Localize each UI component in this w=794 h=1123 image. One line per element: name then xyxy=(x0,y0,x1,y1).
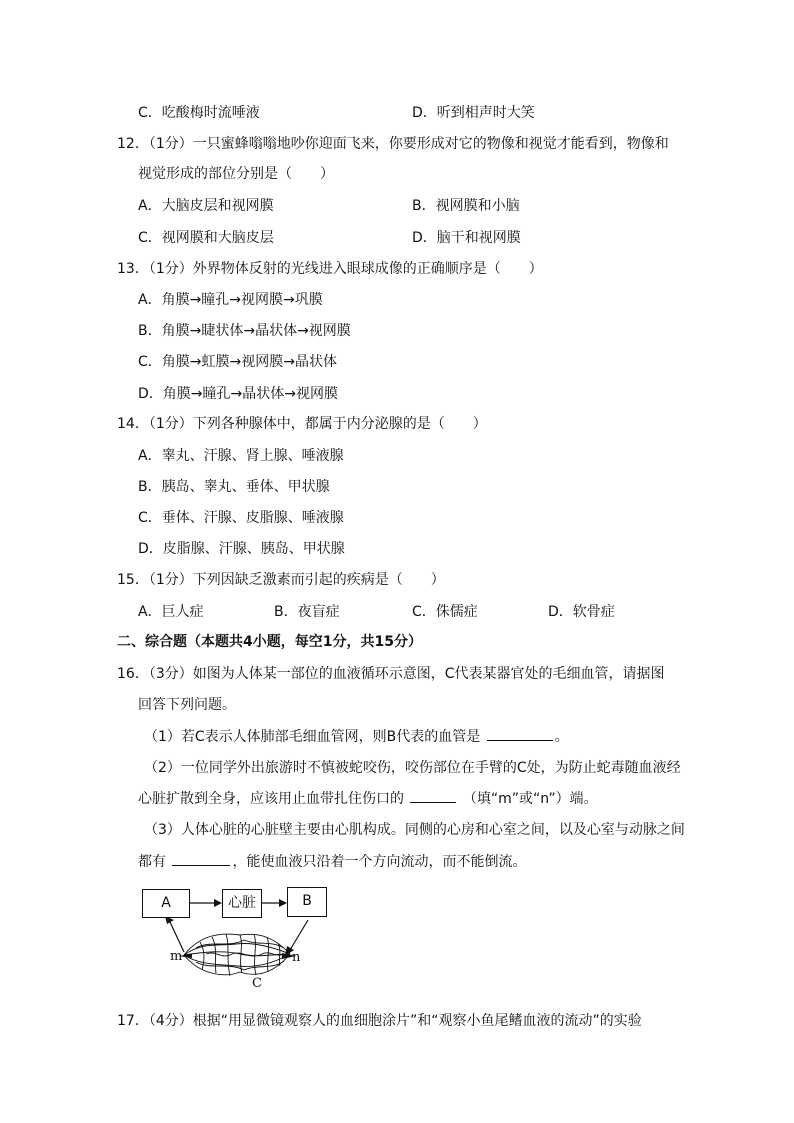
q15-stem: 15．（1分）下列因缺乏激素而引起的疾病是（ ） xyxy=(117,572,445,588)
q12-stem-line1: 12．（1分）一只蜜蜂嗡嗡地吵你迎面飞来，你要形成对它的物像和视觉才能看到，物像和 xyxy=(117,136,669,152)
section-heading: 二、综合题（本题共4小题，每空1分，共15分） xyxy=(117,634,422,650)
q13-stem: 13．（1分）外界物体反射的光线进入眼球成像的正确顺序是（ ） xyxy=(117,261,543,277)
q13-option-c: C．角膜→虹膜→视网膜→晶状体 xyxy=(138,354,337,370)
q13-option-d: D．角膜→瞳孔→晶状体→视网膜 xyxy=(138,386,338,402)
q12-option-b: B．视网膜和小脑 xyxy=(412,198,520,214)
vessel-a-box: A xyxy=(142,889,190,918)
answer-blank-2[interactable] xyxy=(410,790,456,803)
q16-sub2-end: （填“m”或“n”）端。 xyxy=(462,791,598,807)
q12-option-d: D．脑干和视网膜 xyxy=(412,230,521,246)
q11-option-c: C．吃酸梅时流唾液 xyxy=(138,105,260,121)
q11-option-d: D．听到相声时大笑 xyxy=(412,105,535,121)
q15-option-a: A．巨人症 xyxy=(138,604,204,620)
q12-option-a: A．大脑皮层和视网膜 xyxy=(138,198,274,214)
q16-sub3-text: 都有 xyxy=(138,854,166,870)
q16-sub1-end: 。 xyxy=(554,729,569,745)
q16-sub3-end: ，能使血液只沿着一个方向流动，而不能倒流。 xyxy=(232,854,527,870)
q12-stem-line2: 视觉形成的部位分别是（ ） xyxy=(138,166,334,182)
q16-sub2-line1: （2）一位同学外出旅游时不慎被蛇咬伤，咬伤部位在手臂的C处，为防止蛇毒随血液经 xyxy=(144,760,681,776)
q16-sub3-line2 xyxy=(138,853,526,871)
q16-stem-line1: 16．（3分）如图为人体某一部位的血液循环示意图，C代表某器官处的毛细血管，请据图 xyxy=(117,666,665,682)
q14-stem: 14．（1分）下列各种腺体中，都属于内分泌腺的是（ ） xyxy=(117,416,487,432)
q16-sub1-text: （1）若C表示人体肺部毛细血管网，则B代表的血管是 xyxy=(144,729,481,745)
answer-blank-1[interactable] xyxy=(487,728,553,741)
q14-option-d: D．皮脂腺、汗腺、胰岛、甲状腺 xyxy=(138,541,345,557)
q16-sub2-line2 xyxy=(138,790,598,808)
circulation-diagram xyxy=(140,880,340,995)
q13-option-b: B．角膜→睫状体→晶状体→视网膜 xyxy=(138,323,351,339)
q15-option-d: D．软骨症 xyxy=(548,604,615,620)
q16-sub3-line1: （3）人体心脏的心脏壁主要由心肌构成。同侧的心房和心室之间，以及心室与动脉之间 xyxy=(144,822,685,838)
label-n: n xyxy=(292,950,301,965)
q15-option-c: C．侏儒症 xyxy=(412,604,478,620)
q14-option-b: B．胰岛、睾丸、垂体、甲状腺 xyxy=(138,479,330,495)
heart-box: 心脏 xyxy=(222,889,262,918)
q16-sub2-text: 心脏扩散到全身，应该用止血带扎住伤口的 xyxy=(138,791,404,807)
label-m: m xyxy=(170,949,183,964)
q16-sub1 xyxy=(144,728,569,746)
vessel-b-box: B xyxy=(287,887,327,917)
q16-stem-line2: 回答下列问题。 xyxy=(138,697,236,713)
answer-blank-3[interactable] xyxy=(172,853,230,866)
q13-option-a: A．角膜→瞳孔→视网膜→巩膜 xyxy=(138,292,323,308)
label-c: C xyxy=(252,976,262,991)
q15-option-b: B．夜盲症 xyxy=(274,604,340,620)
q14-option-c: C．垂体、汗腺、皮脂腺、唾液腺 xyxy=(138,510,344,526)
q12-option-c: C．视网膜和大脑皮层 xyxy=(138,230,274,246)
q14-option-a: A．睾丸、汗腺、肾上腺、唾液腺 xyxy=(138,448,344,464)
q17-stem-line1: 17．（4分）根据“用显微镜观察人的血细胞涂片”和“观察小鱼尾鳍血液的流动”的实验 xyxy=(117,1013,642,1029)
